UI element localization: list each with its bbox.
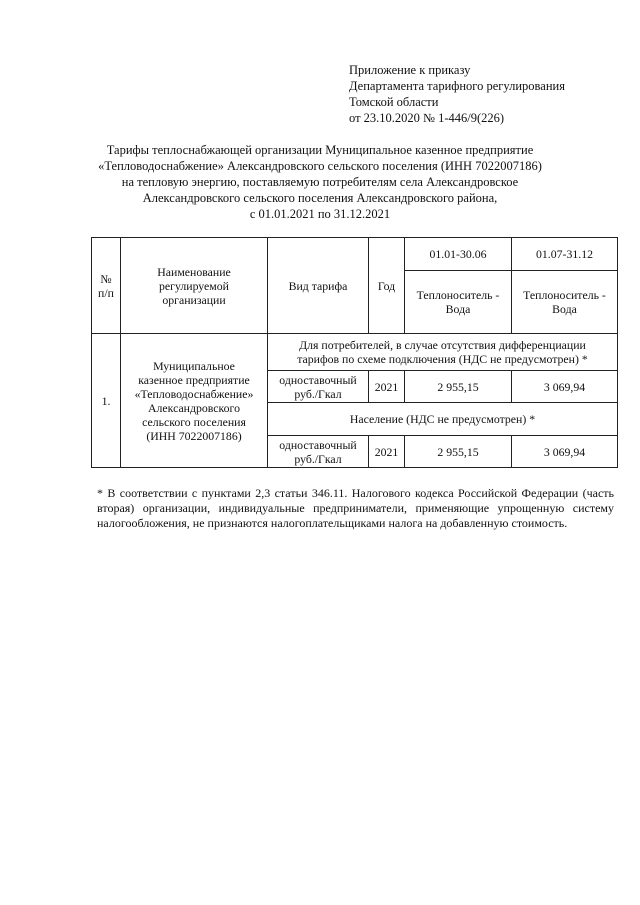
row-number: 1. [92, 334, 121, 468]
header-carrier-2: Теплоноситель - Вода [512, 271, 618, 334]
title-line: Тарифы теплоснабжающей организации Муниципальное казенное предприятие [106, 143, 534, 157]
appendix-line: Департамента тарифного регулирования [349, 79, 565, 93]
group-population-label: Население (НДС не предусмотрен) * [268, 403, 618, 436]
appendix-header [349, 62, 619, 126]
appendix-line: Приложение к приказу [349, 63, 471, 77]
table-header-row [92, 238, 618, 271]
title-line: «Тепловодоснабжение» Александровского сельского поселения (ИНН 7022007186) [98, 159, 542, 173]
title-line: на тепловую энергию, поставляемую потребителям села Александровское [121, 175, 519, 189]
header-year: Год [369, 238, 405, 334]
value-cell: 2 955,15 [405, 371, 512, 403]
row-organization: Муниципальное казенное предприятие «Тепловодоснабжение» Александровского сельского поселения (ИНН 7022007186) [121, 334, 268, 468]
year-cell: 2021 [369, 436, 405, 468]
appendix-line: от 23.10.2020 № 1-446/9(226) [349, 111, 505, 125]
value-cell: 3 069,94 [512, 436, 618, 468]
table-row [92, 334, 618, 371]
document-title [60, 142, 580, 222]
title-line: с 01.01.2021 по 31.12.2021 [249, 207, 391, 221]
header-period-1: 01.01-30.06 [405, 238, 512, 271]
year-cell: 2021 [369, 371, 405, 403]
header-organization: Наименование регулируемой организации [121, 238, 268, 334]
value-cell: 2 955,15 [405, 436, 512, 468]
header-carrier-1: Теплоноситель - Вода [405, 271, 512, 334]
appendix-line: Томской области [349, 95, 439, 109]
header-number: № п/п [92, 238, 121, 334]
title-line: Александровского сельского поселения Александровского района, [142, 191, 498, 205]
footnote: * В соответствии с пунктами 2,3 статьи 346.11. Налогового кодекса Российской Федерации (часть вторая) организации, индивидуальные предприниматели, применяющие упрощенную систему налогообложения, не признаются налогоплательщиками налога на добавленную стоимость. [97, 486, 614, 530]
header-tariff-type: Вид тарифа [268, 238, 369, 334]
tariff-table [91, 237, 618, 468]
value-cell: 3 069,94 [512, 371, 618, 403]
header-period-2: 01.07-31.12 [512, 238, 618, 271]
group-consumers-label: Для потребителей, в случае отсутствия дифференциации тарифов по схеме подключения (НДС не предусмотрен) * [268, 334, 618, 371]
tariff-type-cell: одноставочный руб./Гкал [268, 436, 369, 468]
tariff-type-cell: одноставочный руб./Гкал [268, 371, 369, 403]
